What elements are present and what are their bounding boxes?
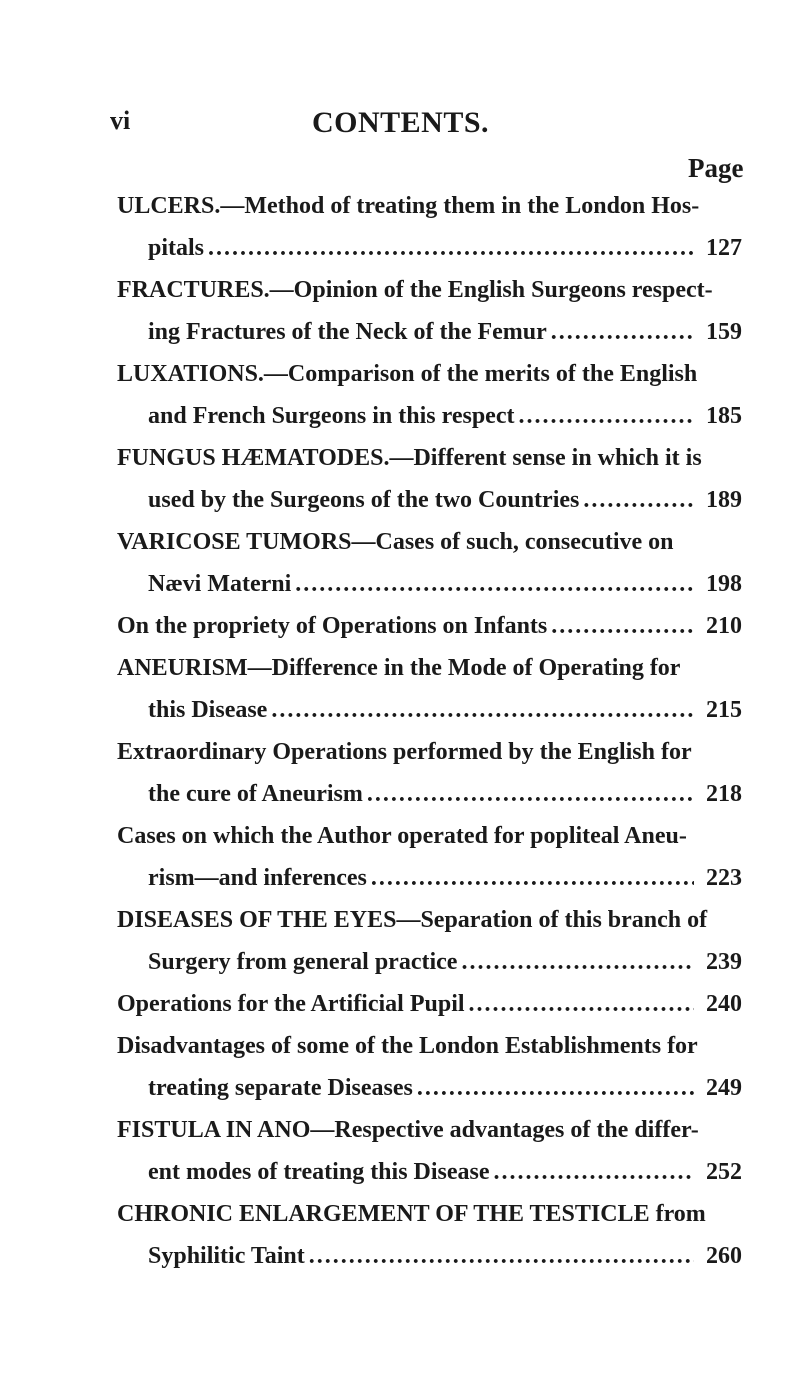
- entry-text: Syphilitic Taint: [148, 1243, 305, 1269]
- contents-entry: [117, 815, 742, 899]
- entry-heading: ANEURISM—Difference in the Mode of Operating for: [117, 655, 681, 681]
- dot-leader: [417, 1067, 694, 1109]
- entry-text: ing Fractures of the Neck of the Femur: [148, 319, 547, 345]
- entry-continuation: [117, 857, 742, 899]
- entry-continuation: [117, 773, 742, 815]
- contents-entry: [117, 521, 742, 605]
- contents-entry: [117, 353, 742, 437]
- dot-leader: [583, 479, 694, 521]
- entry-heading: Disadvantages of some of the London Establishments for: [117, 1033, 698, 1059]
- page-number: vi: [110, 106, 131, 135]
- entry-text: rism—and inferences: [148, 865, 367, 891]
- entry-page-number: 210: [706, 613, 742, 639]
- contents-entry: [117, 185, 742, 269]
- entry-continuation: [117, 227, 742, 269]
- dot-leader: [371, 857, 694, 899]
- entry-text: Nævi Materni: [148, 571, 292, 597]
- contents-entry: [117, 437, 742, 521]
- dot-leader: [367, 773, 694, 815]
- entry-heading: FUNGUS HÆMATODES.—Different sense in which it is: [117, 445, 702, 471]
- entry-heading: Extraordinary Operations performed by the English for: [117, 739, 692, 765]
- contents-entry: [117, 605, 742, 647]
- entry-heading: CHRONIC ENLARGEMENT OF THE TESTICLE from: [117, 1201, 706, 1227]
- entry-continuation: [117, 941, 742, 983]
- dot-leader: [208, 227, 694, 269]
- entry-page-number: 218: [706, 781, 742, 807]
- entry-heading: Cases on which the Author operated for popliteal Aneu-: [117, 823, 687, 849]
- dot-leader: [309, 1235, 694, 1277]
- contents-list: [117, 185, 742, 1277]
- entry-page-number: 240: [706, 991, 742, 1017]
- dot-leader: [551, 311, 694, 353]
- dot-leader: [469, 983, 694, 1025]
- entry-text: the cure of Aneurism: [148, 781, 363, 807]
- contents-entry: [117, 731, 742, 815]
- contents-entry: [117, 647, 742, 731]
- dot-leader: [518, 395, 694, 437]
- entry-page-number: 260: [706, 1243, 742, 1269]
- entry-heading: DISEASES OF THE EYES—Separation of this branch of: [117, 907, 708, 933]
- dot-leader: [551, 605, 694, 647]
- contents-entry: [117, 983, 742, 1025]
- entry-page-number: 127: [706, 235, 742, 261]
- entry-continuation: [117, 479, 742, 521]
- page-header: [0, 106, 801, 142]
- entry-page-number: 198: [706, 571, 742, 597]
- entry-continuation: [117, 395, 742, 437]
- entry-continuation: [117, 1151, 742, 1193]
- entry-text: treating separate Diseases: [148, 1075, 413, 1101]
- contents-entry: [117, 899, 742, 983]
- entry-text: this Disease: [148, 697, 268, 723]
- entry-page-number: 215: [706, 697, 742, 723]
- contents-entry: [117, 1193, 742, 1277]
- entry-heading: FRACTURES.—Opinion of the English Surgeons respect-: [117, 277, 713, 303]
- entry-single-line: [117, 983, 742, 1025]
- entry-continuation: [117, 1067, 742, 1109]
- entry-page-number: 252: [706, 1159, 742, 1185]
- entry-heading: LUXATIONS.—Comparison of the merits of the English: [117, 361, 698, 387]
- entry-text: On the propriety of Operations on Infants: [117, 613, 548, 639]
- entry-single-line: [117, 605, 742, 647]
- entry-page-number: 159: [706, 319, 742, 345]
- entry-page-number: 185: [706, 403, 742, 429]
- page-title: CONTENTS.: [312, 106, 490, 139]
- entry-page-number: 223: [706, 865, 742, 891]
- entry-text: Surgery from general practice: [148, 949, 458, 975]
- contents-entry: [117, 1109, 742, 1193]
- entry-text: and French Surgeons in this respect: [148, 403, 515, 429]
- entry-page-number: 249: [706, 1075, 742, 1101]
- entry-text: used by the Surgeons of the two Countries: [148, 487, 580, 513]
- entry-text: Operations for the Artificial Pupil: [117, 991, 465, 1017]
- entry-heading: FISTULA IN ANO—Respective advantages of the differ-: [117, 1117, 699, 1143]
- contents-entry: [117, 1025, 742, 1109]
- contents-entry: [117, 269, 742, 353]
- entry-continuation: [117, 689, 742, 731]
- page-column-label: Page: [688, 153, 744, 183]
- entry-page-number: 189: [706, 487, 742, 513]
- dot-leader: [494, 1151, 694, 1193]
- entry-continuation: [117, 1235, 742, 1277]
- entry-heading: VARICOSE TUMORS—Cases of such, consecutive on: [117, 529, 674, 555]
- dot-leader: [461, 941, 694, 983]
- dot-leader: [295, 563, 694, 605]
- dot-leader: [271, 689, 694, 731]
- entry-text: ent modes of treating this Disease: [148, 1159, 490, 1185]
- entry-continuation: [117, 311, 742, 353]
- entry-text: pitals: [148, 235, 205, 261]
- entry-continuation: [117, 563, 742, 605]
- entry-heading: ULCERS.—Method of treating them in the London Hos-: [117, 193, 700, 219]
- entry-page-number: 239: [706, 949, 742, 975]
